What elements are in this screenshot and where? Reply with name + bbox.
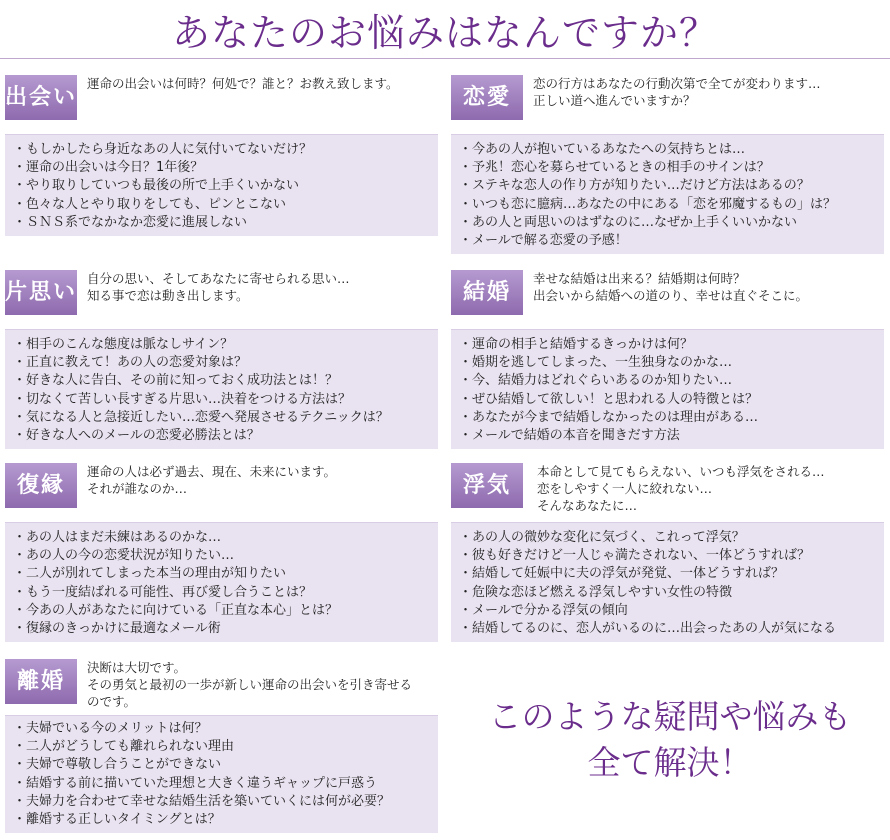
section-kataomoi: [5, 270, 438, 455]
section-kekkon: [451, 270, 884, 455]
list-item: ・ 結婚して妊娠中に夫の浮気が発覚、一体どうすれば？: [459, 565, 876, 583]
section-badge: 恋愛: [451, 75, 523, 120]
list-item: ・ あの人と両思いのはずなのに…なぜか上手くいいかない: [459, 214, 876, 232]
list-item: ・ 彼も好きだけど一人じゃ満たされない、一体どうすれば？: [459, 547, 876, 565]
section-badge: 浮気: [451, 463, 523, 508]
list-item: ・ 二人が別れてしまった本当の理由が知りたい: [13, 565, 430, 583]
section-intro: 運命の人は必ず過去、現在、未来にいます。 それが誰なのか…: [87, 464, 337, 496]
section-intro: 幸せな結婚は出来る？結婚期は何時？ 出会いから結婚への道のり、幸せは直ぐそこに。: [533, 271, 809, 303]
list-item: ・ あの人の微妙な変化に気づく、これって浮気？: [459, 529, 876, 547]
list-item: ・ 予兆！恋心を募らせているときの相手のサインは？: [459, 159, 876, 177]
list-item: ・ 復縁のきっかけに最適なメール術: [13, 620, 430, 638]
list-item: ・ 好きな人に告白、その前に知っておく成功法とは！？: [13, 372, 430, 390]
section-deai: [5, 75, 438, 260]
section-badge: 片思い: [5, 270, 77, 315]
list-item: ・ 夫婦力を合わせて幸せな結婚生活を築いていくには何が必要？: [13, 793, 430, 811]
section-badge: 出会い: [5, 75, 77, 120]
list-item: ・ 色々な人とやり取りをしても、ピンとこない: [13, 196, 430, 214]
section-fukuen: [5, 463, 438, 648]
section-intro: 決断は大切です。 その勇気と最初の一歩が新しい運命の出会いを引き寄せる のです。: [87, 660, 413, 709]
question-list: [451, 134, 884, 254]
list-item: ・ 今、結婚力はどれぐらいあるのか知りたい…: [459, 372, 876, 390]
list-item: ・ 今あの人があなたに向けている「正直な本心」とは？: [13, 602, 430, 620]
list-item: ・ もしかしたら身近なあの人に気付いてないだけ？: [13, 141, 430, 159]
list-item: ・ 運命の相手と結婚するきっかけは何？: [459, 336, 876, 354]
question-list: [5, 715, 438, 833]
section-intro: 自分の思い、そしてあなたに寄せられる思い… 知る事で恋は動き出します。: [87, 271, 350, 303]
section-badge: 結婚: [451, 270, 523, 315]
section-rikon: [5, 659, 438, 837]
list-item: ・ 気になる人と急接近したい…恋愛へ発展させるテクニックは？: [13, 409, 430, 427]
list-item: ・ 今あの人が抱いているあなたへの気持ちとは…: [459, 141, 876, 159]
list-item: ・ あなたが今まで結婚しなかったのは理由がある…: [459, 409, 876, 427]
title-divider: [0, 58, 890, 59]
list-item: ・ ぜひ結婚して欲しい！と思われる人の特徴とは？: [459, 391, 876, 409]
list-item: ・ 運命の出会いは今日？1年後？: [13, 159, 430, 177]
section-intro: 恋の行方はあなたの行動次第で全てが変わります… 正しい道へ進んでいますか？: [533, 76, 821, 108]
list-item: ・ あの人はまだ未練はあるのかな…: [13, 529, 430, 547]
question-list: [5, 329, 438, 449]
list-item: ・ メールで分かる浮気の傾向: [459, 602, 876, 620]
list-item: ・ 好きな人へのメールの恋愛必勝法とは？: [13, 427, 430, 445]
question-list: [5, 134, 438, 236]
list-item: ・ 正直に教えて！あの人の恋愛対象は？: [13, 354, 430, 372]
closing-message: このような疑問や悩みも 全て解決！: [488, 697, 852, 782]
section-uwaki: [451, 463, 884, 648]
list-item: ・ ステキな恋人の作り方が知りたい…だけど方法はあるの？: [459, 177, 876, 195]
list-item: ・ 危険な恋ほど燃える浮気しやすい女性の特徴: [459, 584, 876, 602]
question-list: [451, 522, 884, 642]
list-item: ・ 切なくて苦しい長すぎる片思い…決着をつける方法は？: [13, 391, 430, 409]
list-item: ・ ＳＮＳ系でなかなか恋愛に進展しない: [13, 214, 430, 232]
section-intro: 本命として見てもらえない、いつも浮気をされる… 恋をしやすく一人に絞れない… そんなあなたに…: [537, 464, 825, 513]
list-item: ・ 二人がどうしても離れられない理由: [13, 738, 430, 756]
page-title: あなたのお悩みはなんですか？: [171, 11, 718, 55]
list-item: ・ メールで結婚の本音を聞きだす方法: [459, 427, 876, 445]
list-item: ・ 夫婦でいる今のメリットは何？: [13, 720, 430, 738]
list-item: ・ 結婚してるのに、恋人がいるのに…出会ったあの人が気になる: [459, 620, 876, 638]
list-item: ・ あの人の今の恋愛状況が知りたい…: [13, 547, 430, 565]
section-badge: 離婚: [5, 659, 77, 704]
list-item: ・ メールで解る恋愛の予感！: [459, 232, 876, 250]
list-item: ・ 結婚する前に描いていた理想と大きく違うギャップに戸惑う: [13, 775, 430, 793]
question-list: [5, 522, 438, 642]
list-item: ・ いつも恋に臆病…あなたの中にある「恋を邪魔するもの」は？: [459, 196, 876, 214]
list-item: ・ やり取りしていつも最後の所で上手くいかない: [13, 177, 430, 195]
list-item: ・ もう一度結ばれる可能性、再び愛し合うことは？: [13, 584, 430, 602]
list-item: ・ 夫婦で尊敬し合うことができない: [13, 756, 430, 774]
list-item: ・ 婚期を逃してしまった、一生独身なのかな…: [459, 354, 876, 372]
section-renai: [451, 75, 884, 260]
section-badge: 復縁: [5, 463, 77, 508]
list-item: ・ 相手のこんな態度は脈なしサイン？: [13, 336, 430, 354]
question-list: [451, 329, 884, 449]
section-intro: 運命の出会いは何時？何処で？誰と？お教え致します。: [87, 76, 399, 91]
list-item: ・ 離婚する正しいタイミングとは？: [13, 811, 430, 829]
